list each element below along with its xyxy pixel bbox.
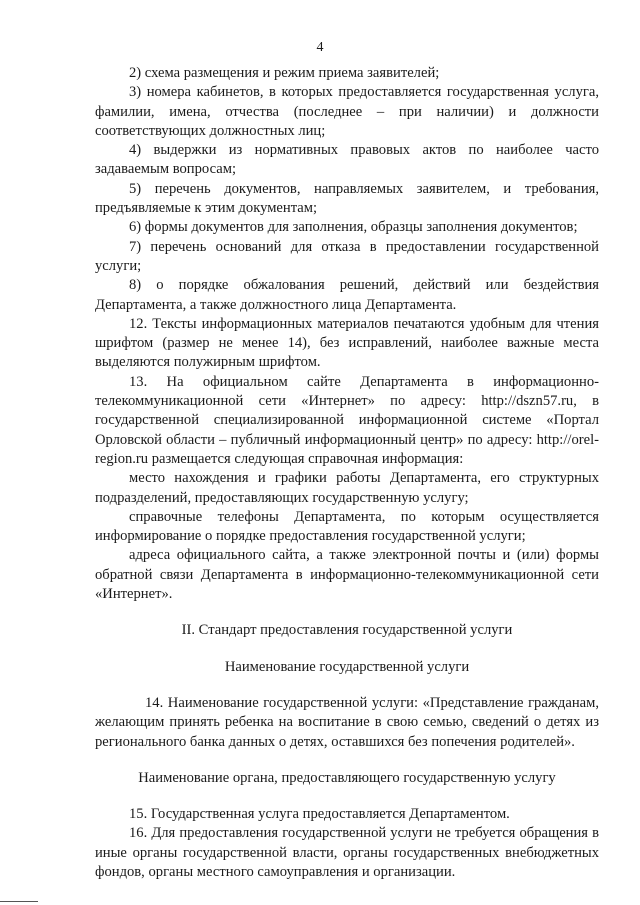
scan-edge-line <box>0 901 38 902</box>
page-body <box>95 64 599 882</box>
paragraph-13-addresses: адреса официального сайта, а также электронной почты и (или) формы обратной связи Департамента в информационно-телекоммуникационной сети «Интернет». <box>95 547 599 603</box>
paragraph-item-2: 2) схема размещения и режим приема заявителей; <box>129 65 440 81</box>
subheading-authority: Наименование органа, предоставляющего государственную услугу <box>138 769 556 786</box>
paragraph-15: 15. Государственная услуга предоставляется Департаментом. <box>129 806 510 823</box>
paragraph-item-5: 5) перечень документов, направляемых заявителем, и требования, предъявляемые к этим документам; <box>95 180 599 217</box>
page-number: 4 <box>316 40 324 55</box>
paragraph-item-7: 7) перечень оснований для отказа в предоставлении государственной услуги; <box>95 238 599 274</box>
paragraph-13-phones: справочные телефоны Департамента, по которым осуществляется информирование о порядке предоставления государственной услуги; <box>95 508 599 545</box>
section-title: II. Стандарт предоставления государственной услуги <box>181 622 513 639</box>
paragraph-item-6: 6) формы документов для заполнения, образцы заполнения документов; <box>129 219 578 236</box>
paragraph-16: 16. Для предоставления государственной услуги не требуется обращения в иные органы государственной власти, органы государственных внебюджетных фондов, органы местного самоуправления и организации. <box>95 825 599 880</box>
subheading-service-name: Наименование государственной услуги <box>224 658 470 675</box>
paragraph-14: 14. Наименование государственной услуги: «Представление гражданам, желающим принять ребенка на воспитание в свою семью, сведений о детях из регионального банка данных о детях, оставшихся без попечения родителей». <box>95 694 599 750</box>
paragraph-12: 12. Тексты информационных материалов печатаются удобным для чтения шрифтом (размер не менее 14), без исправлений, наиболее важные места выделяются полужирным шрифтом. <box>95 315 599 371</box>
paragraph-item-8: 8) о порядке обжалования решений, действий или бездействия Департамента, а также должностного лица Департамента. <box>95 277 599 313</box>
paragraph-item-3: 3) номера кабинетов, в которых предоставляется государственная услуга, фамилии, имена, отчества (последнее – при наличии) и должности соответствующих должностных лиц; <box>95 84 599 139</box>
paragraph-13-location: место нахождения и графики работы Департамента, его структурных подразделений, предоставляющих государственную услугу; <box>95 470 599 506</box>
paragraph-item-4: 4) выдержки из нормативных правовых актов по наиболее часто задаваемым вопросам; <box>95 142 599 178</box>
paragraph-13: 13. На официальном сайте Департамента в информационно-телекоммуникационной сети «Интернет» по адресу: http://dszn57.ru, в государственной специализированной информационной системе «Портал Орловской области – публичный информационный центр» по адресу: http://orel-region.ru размещается следующая справочная информация: <box>95 373 599 467</box>
